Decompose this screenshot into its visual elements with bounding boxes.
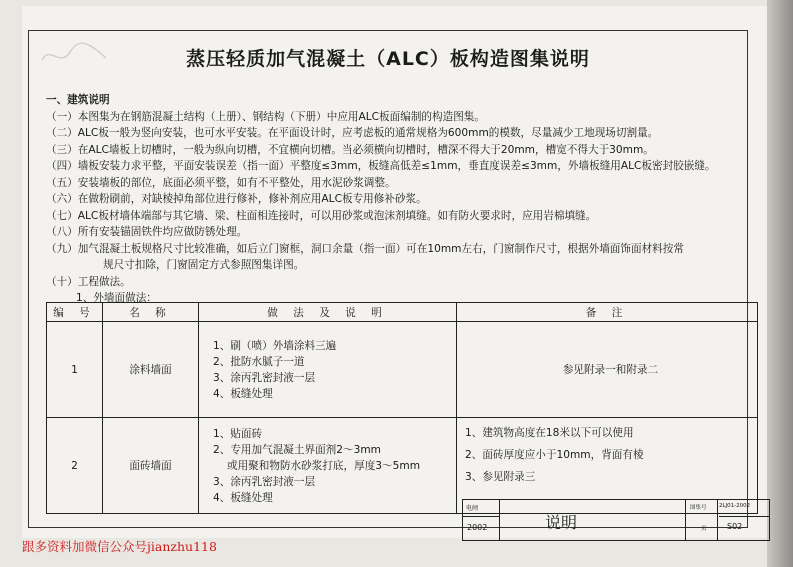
row-name: 涂料墙面 (103, 322, 199, 418)
section-heading: 一、建筑说明 (46, 94, 110, 106)
row-method (199, 418, 457, 514)
paragraph-1: （一）本图集为在钢筋混凝土结构（上册）、钢结构（下册）中应用ALC板面编制的构造图集。 (46, 110, 485, 123)
title-block-rule (463, 516, 499, 517)
paragraph-10: （十）工程做法。 (46, 275, 131, 288)
page-title: 蒸压轻质加气混凝土（ALC）板构造图集说明 (186, 48, 590, 70)
note-line: 参见附录一和附录二 (562, 363, 659, 376)
header-method: 做 法 及 说 明 (199, 303, 457, 322)
title-block-divider (685, 500, 686, 540)
title-block-divider (499, 500, 500, 540)
paragraph-6: （六）在做粉刷前，对缺棱掉角部位进行修补，修补剂应用ALC板专用修补砂浆。 (46, 193, 427, 205)
paragraph-5: （五）安装墙板的部位，底面必须平整，如有不平整处，用水泥砂浆调整。 (46, 176, 396, 189)
paragraph-3: （三）在ALC墙板上切槽时，一般为纵向切槽，不宜横向切槽。当必须横向切槽时，槽深不得大于20mm，槽宽不得大于30mm。 (46, 143, 654, 156)
method-step: 4、板缝处理 (213, 387, 273, 400)
table-header-row (47, 303, 758, 322)
atlas-number-label: 图集号 (690, 505, 707, 511)
footer-watermark-note: 跟多资料加微信公众号jianzhu118 (22, 539, 217, 554)
method-step: 1、刷（喷）外墙涂料三遍 (213, 339, 337, 352)
explanation-body (46, 92, 762, 307)
paragraph-2: （二）ALC板一般为竖向安装，也可水平安装。在平面设计时，应考虑板的通常规格为600mm的模数，尽量减少工地现场切割量。 (46, 127, 659, 139)
volume-label: 电闸 (466, 505, 479, 512)
exterior-wall-methods-table (46, 302, 758, 514)
page-number: S02 (727, 522, 743, 531)
page-label: 页 (701, 526, 707, 532)
header-notes: 备 注 (457, 303, 758, 322)
exterior-wall-subheading: 1、外墙面做法： (76, 292, 157, 304)
method-step: 2、批防水腻子一道 (213, 355, 305, 368)
paragraph-7: （七）ALC板材墙体端部与其它墙、梁、柱面相连接时，可以用砂浆或泡沫剂填缝。如有防火要求时，应用岩棉填缝。 (46, 209, 597, 222)
header-number: 编 号 (47, 303, 103, 322)
title-block-rule (719, 516, 769, 517)
row-number: 1 (47, 322, 103, 418)
method-step: 3、涂丙乳密封液一层 (213, 371, 316, 384)
row-number: 2 (47, 418, 103, 514)
paragraph-9: （九）加气混凝土板规格尺寸比较准确，如后立门窗框，洞口余量（指一面）可在10mm左右，门窗制作尺寸，根据外墙面饰面材料按常 (46, 242, 684, 255)
paragraph-8: （八）所有安装锚固铁件均应做防锈处理。 (46, 226, 248, 238)
row-method (199, 322, 457, 418)
drawing-title-block (462, 499, 770, 541)
method-step: 1、贴面砖 (213, 427, 263, 440)
sheet-name: 说明 (545, 513, 578, 532)
table-row (47, 322, 758, 418)
handwritten-scribble (40, 40, 110, 70)
title-block-divider (717, 500, 718, 540)
method-step: 2、专用加气混凝土界面剂2～3mm (213, 443, 381, 456)
row-name: 面砖墙面 (103, 418, 199, 514)
note-line: 3、参见附录三 (465, 471, 536, 483)
paragraph-9-continuation: 规尺寸扣除，门窗固定方式参照图集详图。 (103, 259, 305, 271)
paragraph-4: （四）墙板安装力求平整，平面安装误差（指一面）平整度≤3mm，板缝高低差≤1mm，垂直度误差≤3mm，外墙板缝用ALC板密封胶嵌缝。 (46, 160, 716, 172)
note-line: 2、面砖厚度应小于10mm，背面有棱 (465, 449, 644, 461)
atlas-number: 2LJ01-2002 (719, 503, 751, 509)
book-binding-edge (767, 0, 793, 567)
year-label: 2002 (467, 523, 488, 532)
header-name: 名 称 (103, 303, 199, 322)
note-line: 1、建筑物高度在18米以下可以使用 (465, 427, 634, 439)
method-step-continuation: 或用聚和物防水砂浆打底，厚度3～5mm (227, 459, 421, 472)
row-notes (457, 322, 758, 418)
method-step: 4、板缝处理 (213, 491, 273, 504)
method-step: 3、涂丙乳密封液一层 (213, 475, 316, 488)
